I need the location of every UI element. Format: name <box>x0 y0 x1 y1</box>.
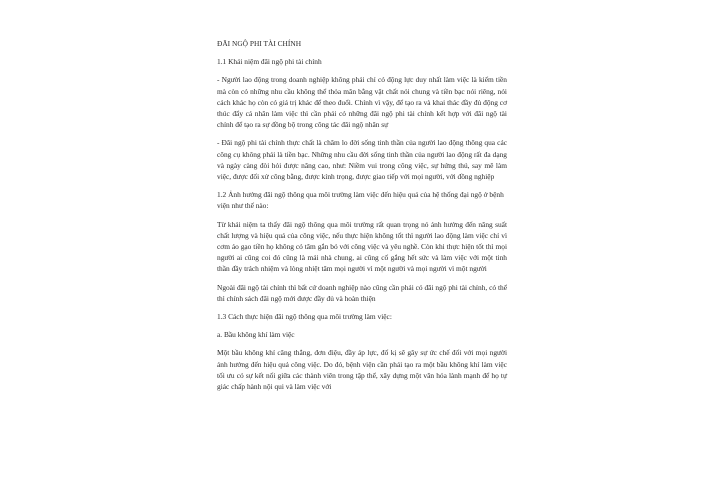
paragraph: - Người lao động trong doanh nghiệp không phải chỉ có động lực duy nhất làm việc là kiếm tiền mà còn có những nhu cầu không thể thỏa mãn bằng vật chất nói chung và tiền bạc nói riêng, nói cách khác họ còn có giá trị khác để theo đuổi. Chính vì vậy, để tạo ra và khai thác đầy đủ động cơ thúc đẩy cá nhân làm việc thì cần phải có những đãi ngộ phi tài chính kết hợp với đãi ngộ tài chính để tạo ra sự đồng bộ trong công tác đãi ngộ nhân sự <box>217 75 507 130</box>
document-title: ĐÃI NGỘ PHI TÀI CHÍNH <box>217 39 302 48</box>
paragraph: Từ khái niệm ta thấy đãi ngộ thông qua môi trường rất quan trọng nó ảnh hưởng đến năng suất chất lượng và hiệu quả của công việc, nếu thực hiện không tốt thì người lao động làm việc chỉ vì cơm áo gạo tiền họ không có tâm gắn bó với công việc và yêu nghề. Còn khi thực hiện tốt thì mọi người ai cũng coi đó cũng là mái nhà chung, ai cũng cố gắng hết sức và làm việc với một tinh thần đầy trách nhiệm và lòng nhiệt tâm mọi người vì một người và mọi người vì một người <box>217 219 507 274</box>
paragraph: Ngoài đãi ngộ tài chính thì bất cứ doanh nghiệp nào cũng cần phải có đãi ngộ phi tài chính, có thể thì chính sách đãi ngộ mới được đầy đủ và hoàn thiện <box>217 282 507 303</box>
paragraph: - Đãi ngộ phi tài chính thực chất là chăm lo đời sống tinh thần của người lao động thông qua các công cụ không phải là tiền bạc. Những nhu cầu đời sống tinh thần của người lao động rất đa dạng và ngày càng đòi hỏi được nâng cao, như: Niềm vui trong công việc, sự hứng thú, say mê làm việc, được đối xử công bằng, được kính trọng, được giao tiếp với mọi người, với đồng nghiệp <box>217 138 507 182</box>
section-heading-1-1: 1.1 Khái niệm đãi ngộ phi tài chính <box>217 57 322 67</box>
section-heading-1-2: 1.2 Ảnh hưởng đãi ngộ thông qua môi trường làm việc đến hiệu quả của hệ thống đại ngộ ở bệnh viện như thế nào: <box>217 190 504 211</box>
section-heading-1-3: 1.3 Cách thực hiện đãi ngộ thông qua môi trường làm việc: <box>217 312 392 322</box>
document-body <box>217 38 507 399</box>
paragraph: Một bầu không khí căng thẳng, đơn điệu, đầy áp lực, đố kị sẽ gây sự ức chế đối với mọi người ảnh hưởng đến hiệu quả công việc. Do đó, bệnh viện cần phải tạo ra một bầu không khí làm việc tối ưu có sự kết nối giữa các thành viên trong tập thể, xây dựng một văn hóa lành mạnh để họ tự giác chấp hành nội qui và làm việc với <box>217 348 507 392</box>
subsection-heading-a: a. Bầu không khí làm việc <box>217 330 295 340</box>
